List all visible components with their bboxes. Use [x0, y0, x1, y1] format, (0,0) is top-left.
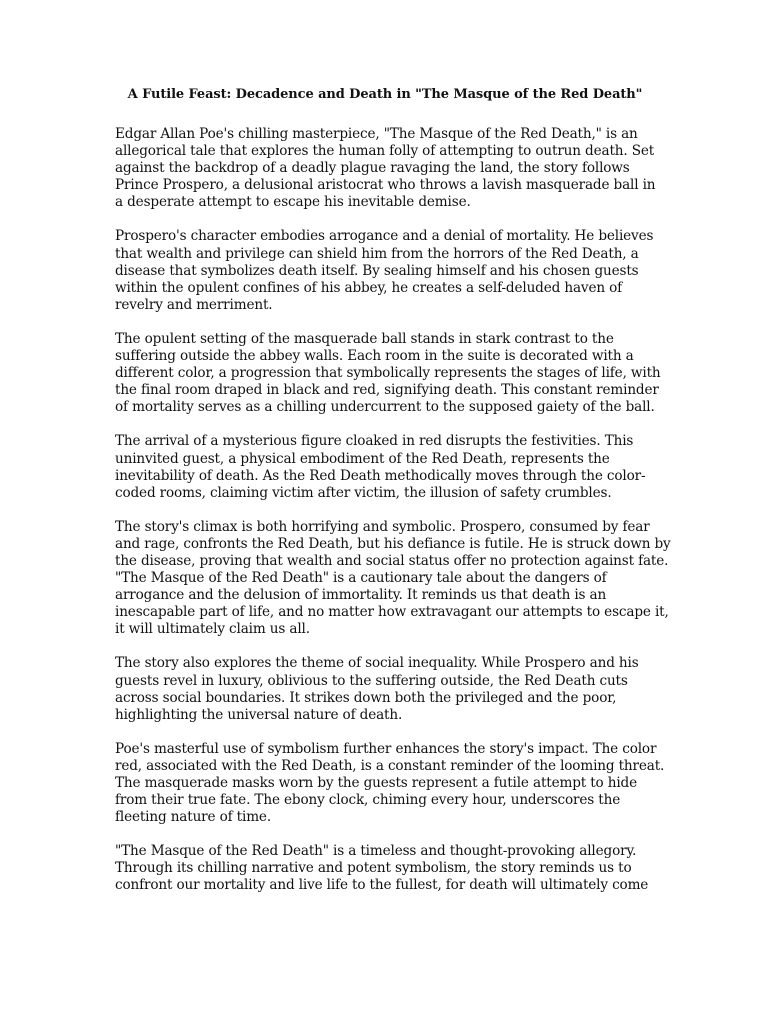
text-line: and rage, confronts the Red Death, but his defiance is futile. He is struck down by: [115, 535, 671, 552]
text-line: guests revel in luxury, oblivious to the suffering outside, the Red Death cuts: [115, 672, 628, 689]
paragraph-3: [115, 330, 661, 416]
text-line: "The Masque of the Red Death" is a timeless and thought-provoking allegory.: [115, 843, 637, 860]
paragraph-1: [115, 126, 655, 211]
text-line: across social boundaries. It strikes down both the privileged and the poor,: [115, 689, 617, 706]
text-line: disease that symbolizes death itself. By sealing himself and his chosen guests: [115, 262, 639, 279]
text-line: different color, a progression that symbolically represents the stages of life, with: [115, 365, 661, 382]
text-line: fleeting nature of time.: [115, 809, 272, 826]
text-line: suffering outside the abbey walls. Each room in the suite is decorated with a: [115, 348, 634, 365]
text-line: uninvited guest, a physical embodiment of the Red Death, represents the: [115, 450, 610, 467]
text-line: that wealth and privilege can shield him from the horrors of the Red Death, a: [115, 245, 639, 262]
text-line: The story's climax is both horrifying and symbolic. Prospero, consumed by fear: [115, 518, 650, 535]
text-line: arrogance and the delusion of immortality. It reminds us that death is an: [115, 587, 607, 604]
text-line: The story also explores the theme of social inequality. While Prospero and his: [115, 655, 639, 672]
text-line: it will ultimately claim us all.: [115, 621, 310, 638]
text-line: "The Masque of the Red Death" is a cautionary tale about the dangers of: [115, 570, 607, 587]
text-line: Through its chilling narrative and potent symbolism, the story reminds us to: [115, 860, 632, 877]
text-line: Prospero's character embodies arrogance and a denial of mortality. He believes: [115, 228, 654, 245]
text-line: inevitability of death. As the Red Death methodically moves through the color-: [115, 467, 646, 484]
text-line: The masquerade masks worn by the guests represent a futile attempt to hide: [115, 775, 638, 791]
text-line: the final room draped in black and red, signifying death. This constant reminder: [115, 382, 659, 399]
paragraph-4: [115, 433, 655, 501]
text-line: highlighting the universal nature of death.: [115, 706, 403, 723]
paragraph-6: [115, 655, 655, 723]
text-line: from their true fate. The ebony clock, chiming every hour, underscores the: [115, 792, 621, 809]
text-line: a desperate attempt to escape his inevitable demise.: [115, 194, 471, 211]
document-body: [115, 126, 671, 895]
paragraph-5: [115, 518, 671, 639]
text-line: Edgar Allan Poe's chilling masterpiece, "The Masque of the Red Death," is an: [115, 126, 638, 142]
text-line: revelry and merriment.: [115, 296, 273, 313]
paragraph-2: [115, 228, 655, 313]
text-line: confront our mortality and live life to the fullest, for death will ultimately come: [115, 877, 649, 894]
text-line: Poe's masterful use of symbolism further enhances the story's impact. The color: [115, 740, 657, 757]
document-title: A Futile Feast: Decadence and Death in "The Masque of the Red Death": [127, 87, 643, 102]
text-line: Prince Prospero, a delusional aristocrat who throws a lavish masquerade ball in: [115, 177, 656, 194]
paragraph-7: [115, 740, 665, 826]
text-line: The arrival of a mysterious figure cloaked in red disrupts the festivities. This: [115, 433, 634, 450]
text-line: coded rooms, claiming victim after victim, the illusion of safety crumbles.: [115, 484, 612, 501]
text-line: the disease, proving that wealth and social status offer no protection against fate.: [115, 552, 669, 569]
text-line: allegorical tale that explores the human folly of attempting to outrun death. Set: [115, 143, 655, 160]
paragraph-8: [115, 843, 655, 894]
text-line: inescapable part of life, and no matter how extravagant our attempts to escape it,: [115, 604, 669, 621]
text-line: red, associated with the Red Death, is a constant reminder of the looming threat.: [115, 757, 665, 774]
text-line: within the opulent confines of his abbey, he creates a self-deluded haven of: [115, 279, 623, 296]
document-page: [115, 84, 671, 912]
text-line: of mortality serves as a chilling undercurrent to the supposed gaiety of the ball.: [115, 399, 655, 416]
text-line: against the backdrop of a deadly plague ravaging the land, the story follows: [115, 160, 630, 177]
text-line: The opulent setting of the masquerade ball stands in stark contrast to the: [115, 330, 614, 347]
